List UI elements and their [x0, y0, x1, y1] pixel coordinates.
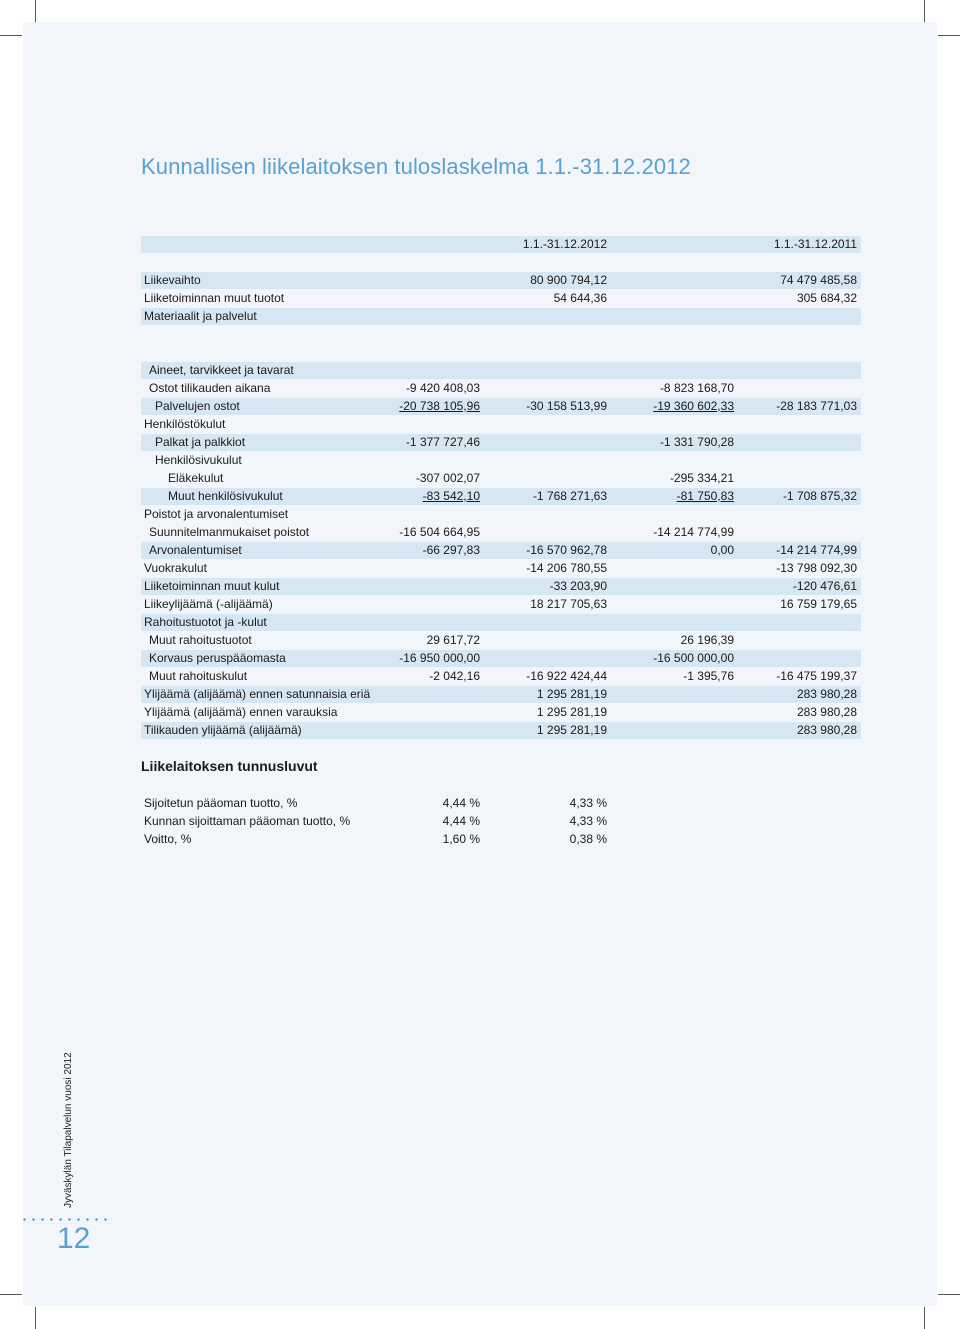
value-c4: -13 798 092,30	[776, 561, 857, 575]
value-c3: -14 214 774,99	[653, 525, 734, 539]
crop-mark	[35, 0, 36, 22]
row-label: Liiketoiminnan muut tuotot	[144, 291, 285, 305]
value-c3: 0,00	[710, 543, 734, 557]
value-c4: 283 980,28	[796, 723, 857, 737]
value-c4: -1 708 875,32	[782, 489, 857, 503]
row-label: Tilikauden ylijäämä (alijäämä)	[144, 723, 302, 737]
page-title: Kunnallisen liikelaitoksen tuloslaskelma 1.1.-31.12.2012	[141, 154, 691, 179]
kpi-label: Voitto, %	[144, 832, 192, 846]
table-row-liiketoiminnan-muut-tuotot	[141, 290, 861, 307]
table-row-arvonalentumiset	[141, 542, 861, 559]
value-c2: -1 768 271,63	[532, 489, 607, 503]
row-label: Palvelujen ostot	[155, 399, 240, 413]
kpi-row-kunnan-sijoittaman-paaoman-tuotto	[141, 812, 611, 830]
table-row-korvaus-peruspaaomasta	[141, 650, 861, 667]
kpi-label: Sijoitetun pääoman tuotto, %	[144, 796, 298, 810]
value-c1: 29 617,72	[426, 633, 480, 647]
row-label: Suunnitelmanmukaiset poistot	[149, 525, 310, 539]
value-c3: -81 750,83	[676, 489, 734, 503]
kpi-label: Kunnan sijoittaman pääoman tuotto, %	[144, 814, 351, 828]
table-row-muut-henkilosivukulut	[141, 488, 861, 505]
value-c1: -16 504 664,95	[399, 525, 480, 539]
row-label: Vuokrakulut	[144, 561, 207, 575]
table-row-elakekulut	[141, 470, 861, 487]
table-row-muut-rahoituskulut	[141, 668, 861, 685]
kpi-title: Liikelaitoksen tunnusluvut	[141, 758, 318, 774]
value-c1: -16 950 000,00	[399, 651, 480, 665]
value-c2: 1 295 281,19	[536, 687, 607, 701]
value-c2: 18 217 705,63	[530, 597, 607, 611]
row-label: Aineet, tarvikkeet ja tavarat	[149, 363, 294, 377]
value-c4: -16 475 199,37	[776, 669, 857, 683]
table-row-liikeylijaama-alijaama	[141, 596, 861, 613]
value-c4: 16 759 179,65	[780, 597, 857, 611]
value-c4: -120 476,61	[792, 579, 857, 593]
row-label: Arvonalentumiset	[149, 543, 242, 557]
value-c1: -2 042,16	[429, 669, 480, 683]
dotted-divider	[20, 1218, 110, 1221]
table-row-henkilosivukulut	[141, 452, 861, 469]
table-row-rahoitustuotot-ja-kulut	[141, 614, 861, 631]
table-row-liiketoiminnan-muut-kulut	[141, 578, 861, 595]
row-label: Muut rahoitustuotot	[149, 633, 252, 647]
kpi-value-2011: 4,33 %	[569, 814, 607, 828]
row-label: Palkat ja palkkiot	[155, 435, 246, 449]
value-c3: -8 823 168,70	[659, 381, 734, 395]
row-label: Eläkekulut	[168, 471, 224, 485]
row-label: Liiketoiminnan muut kulut	[144, 579, 280, 593]
kpi-value-2012: 4,44 %	[442, 814, 480, 828]
value-c3: -295 334,21	[669, 471, 734, 485]
table-row-liikevaihto	[141, 272, 861, 289]
crop-mark	[0, 1294, 22, 1295]
row-label: Materiaalit ja palvelut	[144, 309, 257, 323]
header-period-2011: 1.1.-31.12.2011	[773, 237, 857, 251]
kpi-value-2011: 0,38 %	[569, 832, 607, 846]
table-row-suunnitelmanmukaiset-poistot	[141, 524, 861, 541]
value-c2: 54 644,36	[553, 291, 607, 305]
value-c3: -1 395,76	[683, 669, 734, 683]
value-c1: -1 377 727,46	[405, 435, 480, 449]
value-c1: -307 002,07	[415, 471, 480, 485]
crop-mark	[0, 35, 22, 36]
value-c2: 1 295 281,19	[536, 705, 607, 719]
table-row-poistot-ja-arvonalentumiset	[141, 506, 861, 523]
value-c2: 80 900 794,12	[530, 273, 607, 287]
value-c3: -19 360 602,33	[653, 399, 734, 413]
value-c4: 283 980,28	[796, 687, 857, 701]
table-row-tilikauden-ylijaama-alijaama	[141, 722, 861, 739]
row-label: Poistot ja arvonalentumiset	[144, 507, 289, 521]
table-row-palvelujen-ostot	[141, 398, 861, 415]
table-row-aineet-tarvikkeet-ja-tavarat	[141, 362, 861, 379]
value-c2: 1 295 281,19	[536, 723, 607, 737]
row-label: Muut rahoituskulut	[149, 669, 248, 683]
row-label: Ylijäämä (alijäämä) ennen varauksia	[144, 705, 338, 719]
value-c4: -14 214 774,99	[776, 543, 857, 557]
value-c1: -20 738 105,96	[399, 399, 480, 413]
row-label: Muut henkilösivukulut	[168, 489, 283, 503]
header-period-2012: 1.1.-31.12.2012	[522, 237, 607, 251]
value-c1: -83 542,10	[422, 489, 480, 503]
value-c2: -33 203,90	[549, 579, 607, 593]
value-c2: -16 570 962,78	[526, 543, 607, 557]
crop-mark	[35, 1307, 36, 1329]
kpi-row-voitto	[141, 830, 611, 848]
value-c1: -66 297,83	[422, 543, 480, 557]
row-label: Korvaus peruspääomasta	[149, 651, 286, 665]
row-label: Liikevaihto	[144, 273, 201, 287]
value-c4: 305 684,32	[796, 291, 857, 305]
crop-mark	[938, 35, 960, 36]
value-c3: -1 331 790,28	[659, 435, 734, 449]
row-label: Liikeylijäämä (-alijäämä)	[144, 597, 273, 611]
row-label: Henkilösivukulut	[155, 453, 242, 467]
kpi-value-2011: 4,33 %	[569, 796, 607, 810]
crop-mark	[924, 1307, 925, 1329]
value-c2: -16 922 424,44	[526, 669, 607, 683]
table-row-palkat-ja-palkkiot	[141, 434, 861, 451]
value-c2: -14 206 780,55	[526, 561, 607, 575]
value-c4: 74 479 485,58	[780, 273, 857, 287]
crop-mark	[938, 1294, 960, 1295]
table-row-ostot-tilikauden-aikana	[141, 380, 861, 397]
value-c1: -9 420 408,03	[405, 381, 480, 395]
kpi-row-sijoitetun-paaoman-tuotto	[141, 794, 611, 812]
row-label: Henkilöstökulut	[144, 417, 226, 431]
value-c4: -28 183 771,03	[776, 399, 857, 413]
table-row-materiaalit-ja-palvelut	[141, 308, 861, 325]
table-header-row	[141, 236, 861, 253]
table-row-ylijaama-alijaama-ennen-varauksia	[141, 704, 861, 721]
table-row-ylijaama-alijaama-ennen-satunnaisia-eria	[141, 686, 861, 703]
value-c3: 26 196,39	[680, 633, 734, 647]
table-row-blank	[141, 344, 861, 361]
table-row-vuokrakulut	[141, 560, 861, 577]
table-row-muut-rahoitustuotot	[141, 632, 861, 649]
value-c2: -30 158 513,99	[526, 399, 607, 413]
side-publication-text: Jyväskylän Tilapalvelun vuosi 2012	[63, 1052, 74, 1208]
value-c4: 283 980,28	[796, 705, 857, 719]
value-c3: -16 500 000,00	[653, 651, 734, 665]
row-label: Rahoitustuotot ja -kulut	[144, 615, 267, 629]
row-label: Ylijäämä (alijäämä) ennen satunnaisia eriä	[144, 687, 371, 701]
crop-mark	[924, 0, 925, 22]
page-number: 12	[57, 1222, 91, 1255]
row-label: Ostot tilikauden aikana	[149, 381, 271, 395]
table-row-henkilostokulut	[141, 416, 861, 433]
kpi-value-2012: 1,60 %	[442, 832, 480, 846]
kpi-value-2012: 4,44 %	[442, 796, 480, 810]
